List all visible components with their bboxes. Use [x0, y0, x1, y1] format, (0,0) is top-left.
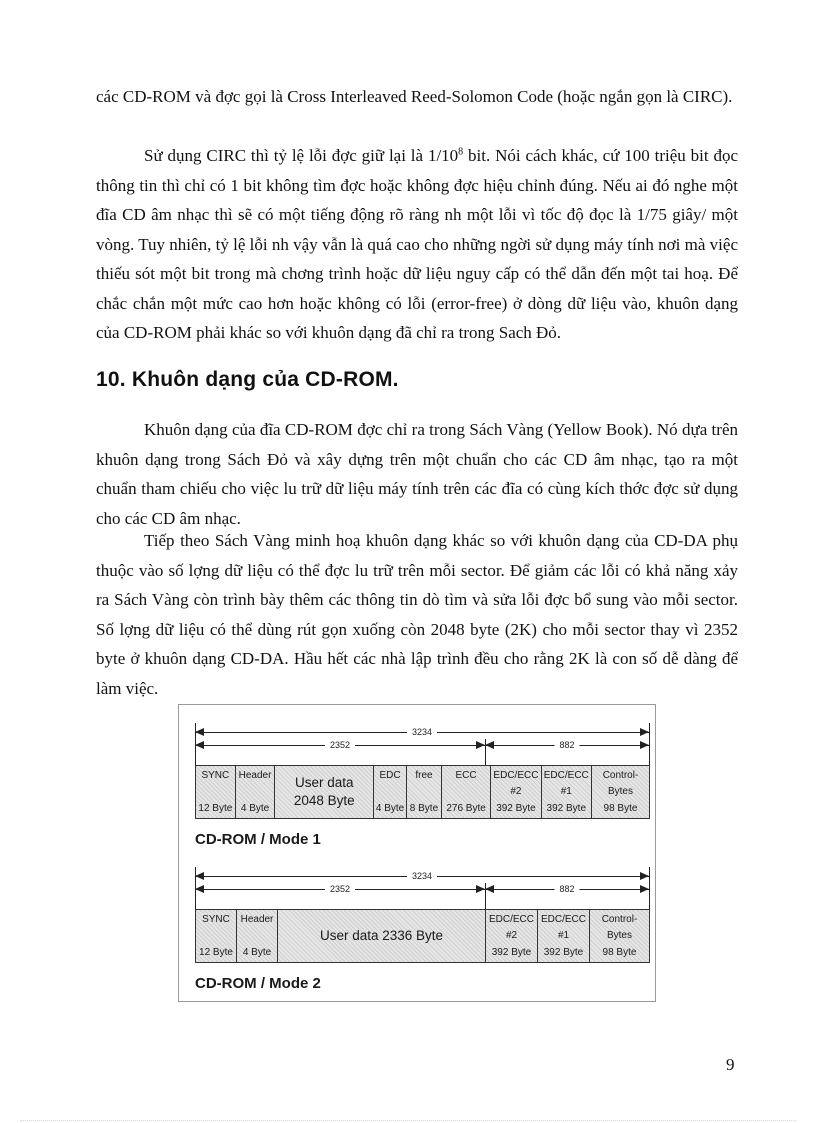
mode1-field-edc-ecc-2: EDC/ECC #2 392 Byte	[491, 766, 541, 818]
mode2-field-sync: SYNC 12 Byte	[196, 910, 237, 962]
mode2-field-edc-ecc-2: EDC/ECC #2 392 Byte	[486, 910, 538, 962]
error-rate-exponent: 8	[458, 146, 464, 158]
mode1-sector-fields	[195, 765, 650, 819]
mode1-field-free: free 8 Byte	[407, 766, 442, 818]
mode2-field-header: Header 4 Byte	[237, 910, 278, 962]
mode1-882-dimension	[485, 738, 649, 752]
mode2-field-edc-ecc-1: EDC/ECC #1 392 Byte	[538, 910, 590, 962]
mode2-2352-dimension	[195, 882, 485, 896]
dim-tick	[649, 867, 650, 915]
error-rate-text-cont: bit. Nói cách khác, cứ 100 triệu bit đọc thông tin thì chỉ có 1 bit không tìm đợc hoặc không đợc hiệu chỉnh đúng.	[96, 146, 739, 195]
paragraph-error-rate	[96, 141, 738, 348]
mode1-field-edc: EDC 4 Byte	[374, 766, 407, 818]
mode2-total-label: 3234	[407, 869, 437, 883]
mode1-field-user-data: User data 2048 Byte	[275, 766, 374, 818]
mode1-field-header: Header 4 Byte	[236, 766, 276, 818]
mode1-field-edc-ecc-1: EDC/ECC #1 392 Byte	[542, 766, 592, 818]
mode2-total-dimension	[195, 869, 649, 883]
error-rate-text-end: Nếu ai đó nghe một đĩa CD âm nhạc thì sẽ có một tiếng động rõ ràng nh một lỗi vì tốc độ đọc là 1/75 giây/ một vòng. Tuy nhiên, tỷ lệ lỗi nh vậy vẫn là quá cao cho những ngời sử dụng máy tính nơi mà việc thiếu sót một bit trong mà chơng trình hoặc dữ liệu nguy cấp có thể dẫn đến một tai hoạ. Để chắc chắn một mức cao hơn hoặc không có lỗi (error-free) ở dòng dữ liệu vào, khuôn dạng của CD-ROM phải khác so với khuôn dạng đã chỉ ra trong Sach Đỏ.	[96, 175, 738, 342]
mode1-total-dimension	[195, 725, 649, 739]
paragraph-circ-intro: các CD-ROM và đợc gọi là Cross Interleaved Reed-Solomon Code (hoặc ngắn gọn là CIRC).	[96, 87, 733, 106]
error-rate-text: Sử dụng CIRC thì tỷ lệ lỗi đợc giữ lại là 1/10	[144, 146, 459, 165]
page-number: 9	[726, 1055, 735, 1074]
mode2-2352-label: 2352	[325, 882, 355, 896]
mode1-label: CD-ROM / Mode 1	[195, 831, 321, 848]
mode2-882-dimension	[485, 882, 649, 896]
footer-divider	[20, 1120, 796, 1121]
mode1-total-label: 3234	[407, 725, 437, 739]
mode1-2352-label: 2352	[325, 738, 355, 752]
paragraph-sector-format: Tiếp theo Sách Vàng minh hoạ khuôn dạng khác so với khuôn dạng của CD-DA phụ thuộc vào số lợng dữ liệu có thể đợc lu trữ trên mỗi sector. Để giảm các lỗi có khả năng xảy ra Sách Vàng còn trình bày thêm các thông tin dò tìm và sửa lỗi đợc bổ sung vào mỗi sector. Số lợng dữ liệu có thể dùng rút gọn xuống còn 2048 byte (2K) cho mỗi sector thay vì 2352 byte ở khuôn dạng CD-DA. Hầu hết các nhà lập trình đều cho rằng 2K là con số dễ dàng để làm việc.	[96, 531, 738, 698]
dim-tick	[649, 723, 650, 771]
mode1-882-label: 882	[554, 738, 579, 752]
mode2-field-user-data: User data 2336 Byte	[278, 910, 486, 962]
paragraph-yellow-book: Khuôn dạng của đĩa CD-ROM đợc chỉ ra trong Sách Vàng (Yellow Book). Nó dựa trên khuôn dạng trong Sách Đỏ và xây dựng trên một chuẩn cho các CD âm nhạc, tạo ra một chuẩn tham chiếu cho việc lu trữ dữ liệu máy tính trên các đĩa có cùng kích thớc đợc sử dụng cho các CD âm nhạc.	[96, 420, 738, 528]
mode1-field-ecc: ECC 276 Byte	[442, 766, 491, 818]
mode1-field-sync: SYNC 12 Byte	[196, 766, 236, 818]
mode2-label: CD-ROM / Mode 2	[195, 975, 321, 992]
cd-rom-sector-figure	[178, 704, 656, 1002]
mode1-2352-dimension	[195, 738, 485, 752]
section-heading: 10. Khuôn dạng của CD-ROM.	[96, 368, 399, 391]
mode2-field-control-bytes: Control- Bytes 98 Byte	[590, 910, 650, 962]
mode2-sector-fields	[195, 909, 650, 963]
mode2-882-label: 882	[554, 882, 579, 896]
mode1-field-control-bytes: Control- Bytes 98 Byte	[592, 766, 650, 818]
